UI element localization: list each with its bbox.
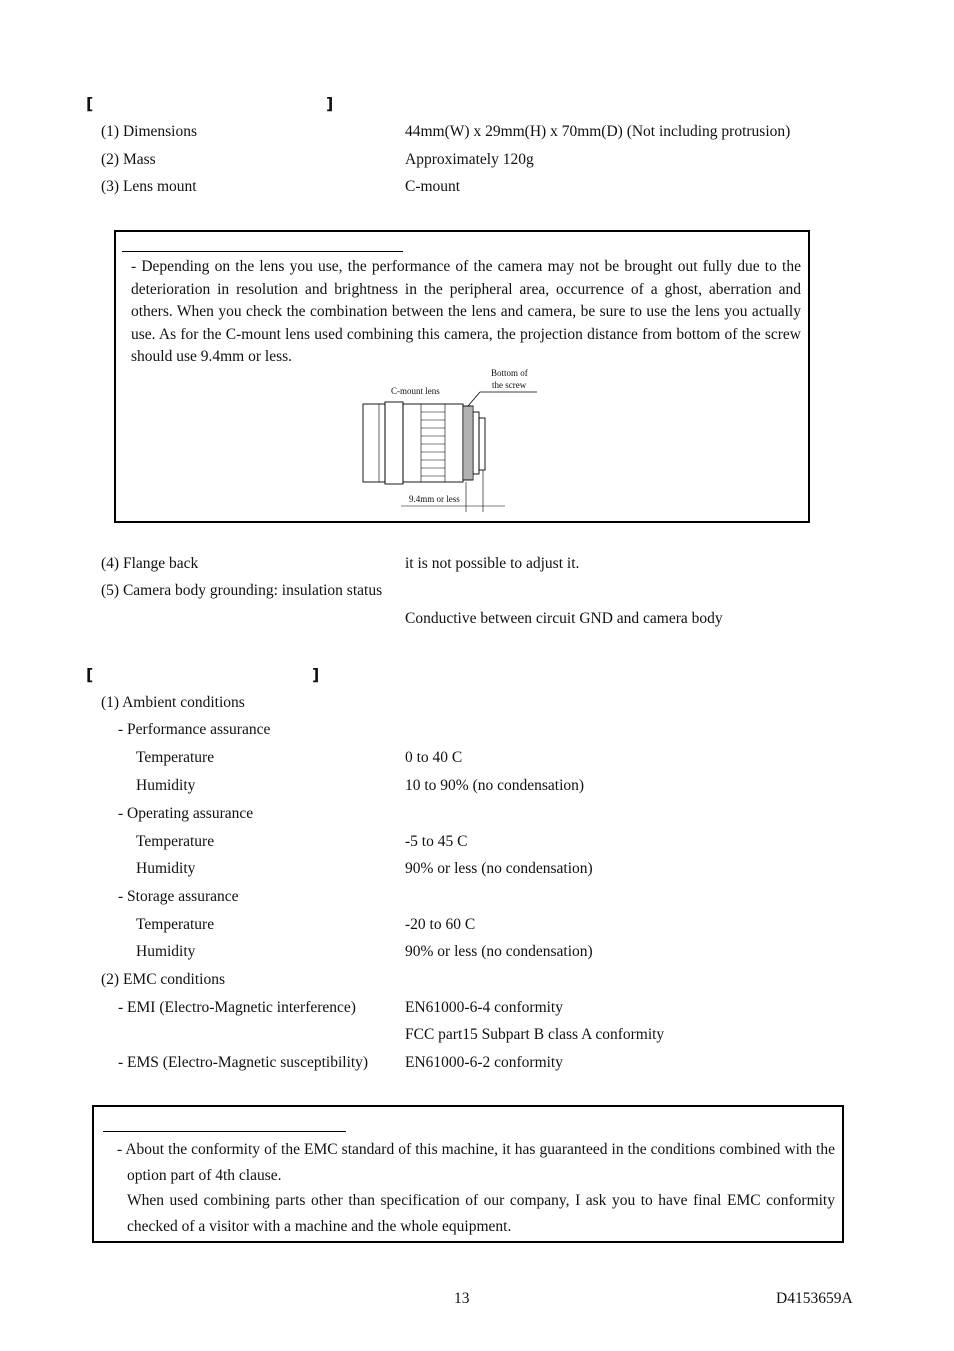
mass-value: Approximately 120g <box>405 151 534 168</box>
screw-figure-label-2: the screw <box>492 380 527 390</box>
performance-temp-label: Temperature <box>136 749 215 766</box>
performance-temp-value: 0 to 40 C <box>405 749 463 766</box>
emi-value-en: EN61000-6-4 conformity <box>405 999 563 1016</box>
ems-value: EN61000-6-2 conformity <box>405 1054 563 1071</box>
section2-bracket-open: [ <box>86 665 94 684</box>
section2-bracket-close: ] <box>312 665 320 684</box>
dimension-figure-label: 9.4mm or less <box>409 494 460 504</box>
page-number: 13 <box>454 1290 470 1307</box>
emi-label: - EMI (Electro-Magnetic interference) <box>118 999 356 1016</box>
flange-back-label: (4) Flange back <box>101 555 199 572</box>
lens-mount-label: (3) Lens mount <box>101 178 197 195</box>
operating-temp-value: -5 to 45 C <box>405 833 468 850</box>
mass-label: (2) Mass <box>101 151 156 168</box>
emc-conditions-title: (2) EMC conditions <box>101 971 225 988</box>
storage-humidity-value: 90% or less (no condensation) <box>405 943 593 960</box>
emc-note-rule <box>103 1131 346 1132</box>
section1-bracket-open: [ <box>86 94 94 113</box>
dimensions-value: 44mm(W) x 29mm(H) x 70mm(D) (Not including protrusion) <box>405 123 791 140</box>
section1-bracket-close: ] <box>326 94 334 113</box>
performance-humidity-label: Humidity <box>136 777 196 794</box>
storage-temp-value: -20 to 60 C <box>405 916 476 933</box>
performance-humidity-value: 10 to 90% (no condensation) <box>405 777 585 794</box>
flange-back-value: it is not possible to adjust it. <box>405 555 580 572</box>
storage-assurance-title: - Storage assurance <box>118 888 239 905</box>
lens-figure-label: C-mount lens <box>391 386 440 396</box>
storage-humidity-label: Humidity <box>136 943 196 960</box>
emc-note-text-2: When used combining parts other than specification of our company, I ask you to have final EMC conformity checked of a visitor with a machine and the whole equipment. <box>127 1192 835 1235</box>
emc-note-text-1: - About the conformity of the EMC standard of this machine, it has guaranteed in the conditions combined with the option part of 4th clause. <box>117 1141 835 1184</box>
lens-note-text: - Depending on the lens you use, the performance of the camera may not be brought out fully due to the deterioration in resolution and brightness in the peripheral area, occurrence of a ghost, aberration and others. When you check the combination between the lens and camera, be sure to use the lens you actually use. As for the C-mount lens used combining this camera, the projection distance from bottom of the screw should use 9.4mm or less. <box>131 258 801 365</box>
screw-figure-label-1: Bottom of <box>491 368 528 378</box>
performance-assurance-title: - Performance assurance <box>118 721 271 738</box>
lens-note-rule <box>122 251 403 252</box>
emi-value-fcc: FCC part15 Subpart B class A conformity <box>405 1026 665 1043</box>
lens-mount-value: C-mount <box>405 178 461 195</box>
ems-label: - EMS (Electro-Magnetic susceptibility) <box>118 1054 369 1071</box>
document-id: D4153659A <box>776 1290 853 1307</box>
operating-assurance-title: - Operating assurance <box>118 805 254 822</box>
c-mount-lens-figure <box>355 366 555 516</box>
grounding-value: Conductive between circuit GND and camera body <box>405 610 723 627</box>
grounding-label: (5) Camera body grounding: insulation status <box>101 582 383 599</box>
operating-temp-label: Temperature <box>136 833 215 850</box>
operating-humidity-label: Humidity <box>136 860 196 877</box>
storage-temp-label: Temperature <box>136 916 215 933</box>
ambient-conditions-title: (1) Ambient conditions <box>101 694 245 711</box>
dimensions-label: (1) Dimensions <box>101 123 198 140</box>
operating-humidity-value: 90% or less (no condensation) <box>405 860 593 877</box>
